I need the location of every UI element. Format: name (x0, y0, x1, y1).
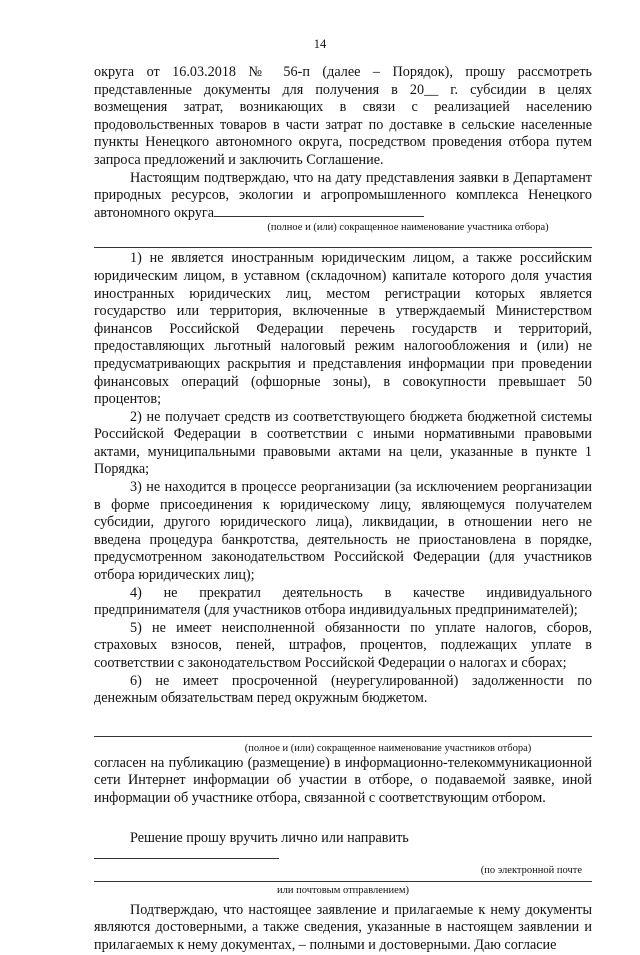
confirm-paragraph (94, 170, 592, 223)
condition-2: 2) не получает средств из соответствующего бюджета бюджетной системы Российской Федерации в соответствии с иными нормативными правовыми актами, муниципальными правовыми актами на цели, указанные в пункте 1 Порядка; (94, 408, 592, 478)
participants-name-line (94, 736, 592, 737)
delivery-method-line (94, 881, 592, 882)
delivery-method-fill (94, 858, 279, 859)
participant-name-fill (214, 216, 424, 217)
consent-paragraph: согласен на публикацию (размещение) в информационно-телекоммуникационной сети Интернет информации об участии в отборе, о подаваемой заявке, иной информации об участнике отбора, связанной с соответствующим отбором. (94, 754, 592, 806)
condition-1: 1) не является иностранным юридическим лицом, а также российским юридическим лицом, в уставном (складочном) капитале которого доля участия иностранных юридических лиц, местом регистрации которых является государство или территория, включенные в утверждаемый Министерством финансов Российской Федерации перечень государств и территорий, предоставляющих льготный налоговый режим налогообложения и (или) не предусматривающих раскрытия и представления информации при проведении финансовых операций (офшорные зоны), в совокупности превышает 50 процентов; (94, 250, 592, 408)
delivery-caption-center: или почтовым отправлением) (277, 884, 409, 896)
document-body (94, 64, 592, 955)
decision-line (94, 830, 592, 865)
participants-name-caption: (полное и (или) сокращенное наименование участников отбора) (244, 742, 532, 754)
delivery-caption-right: (по электронной почте (480, 864, 582, 876)
final-paragraph: Подтверждаю, что настоящее заявление и прилагаемые к нему документы являются достоверными, а также сведения, указанные в настоящем заявлении и прилагаемых к нему документах, – полными и достоверными. Даю согласие (94, 901, 592, 953)
intro-paragraph: округа от 16.03.2018 № 56-п (далее – Порядок), прошу рассмотреть представленные документы для получения в 20__ г. субсидии в целях возмещения затрат, возникающих в связи с реализацией населению продовольственных товаров в части затрат по доставке в сельские населенные пункты Ненецкого автономного округа, посредством проведения отбора путем запроса предложений и заключить Соглашение. (94, 64, 592, 168)
condition-5: 5) не имеет неисполненной обязанности по уплате налогов, сборов, страховых взносов, пеней, штрафов, процентов, подлежащих уплате в соответствии с законодательством Российской Федерации о налогах и сборах; (94, 619, 592, 671)
condition-4: 4) не прекратил деятельность в качестве индивидуального предпринимателя (для участников отбора индивидуальных предпринимателей); (94, 584, 592, 619)
condition-3: 3) не находится в процессе реорганизации (за исключением реорганизации в форме присоединения к юридическому лицу, являющемуся получателем субсидии, другого юридического лица), ликвидации, в отношении него не введена процедура банкротства, деятельность не приостановлена в порядке, предусмотренном законодательством Российской Федерации (для участников отбора юридических лиц); (94, 479, 592, 584)
decision-text: Решение прошу вручить лично или направить (130, 829, 409, 846)
participant-name-line (94, 247, 592, 248)
confirm-text: Настоящим подтверждаю, что на дату представления заявки в Департамент природных ресурсов, экологии и агропромышленного комплекса Ненецкого автономного округа (94, 169, 592, 221)
condition-6: 6) не имеет просроченной (неурегулированной) задолженности по денежным обязательствам перед окружным бюджетом. (94, 672, 592, 707)
page-number: 14 (313, 37, 327, 51)
participant-name-caption: (полное и (или) сокращенное наименование участника отбора) (267, 222, 549, 234)
